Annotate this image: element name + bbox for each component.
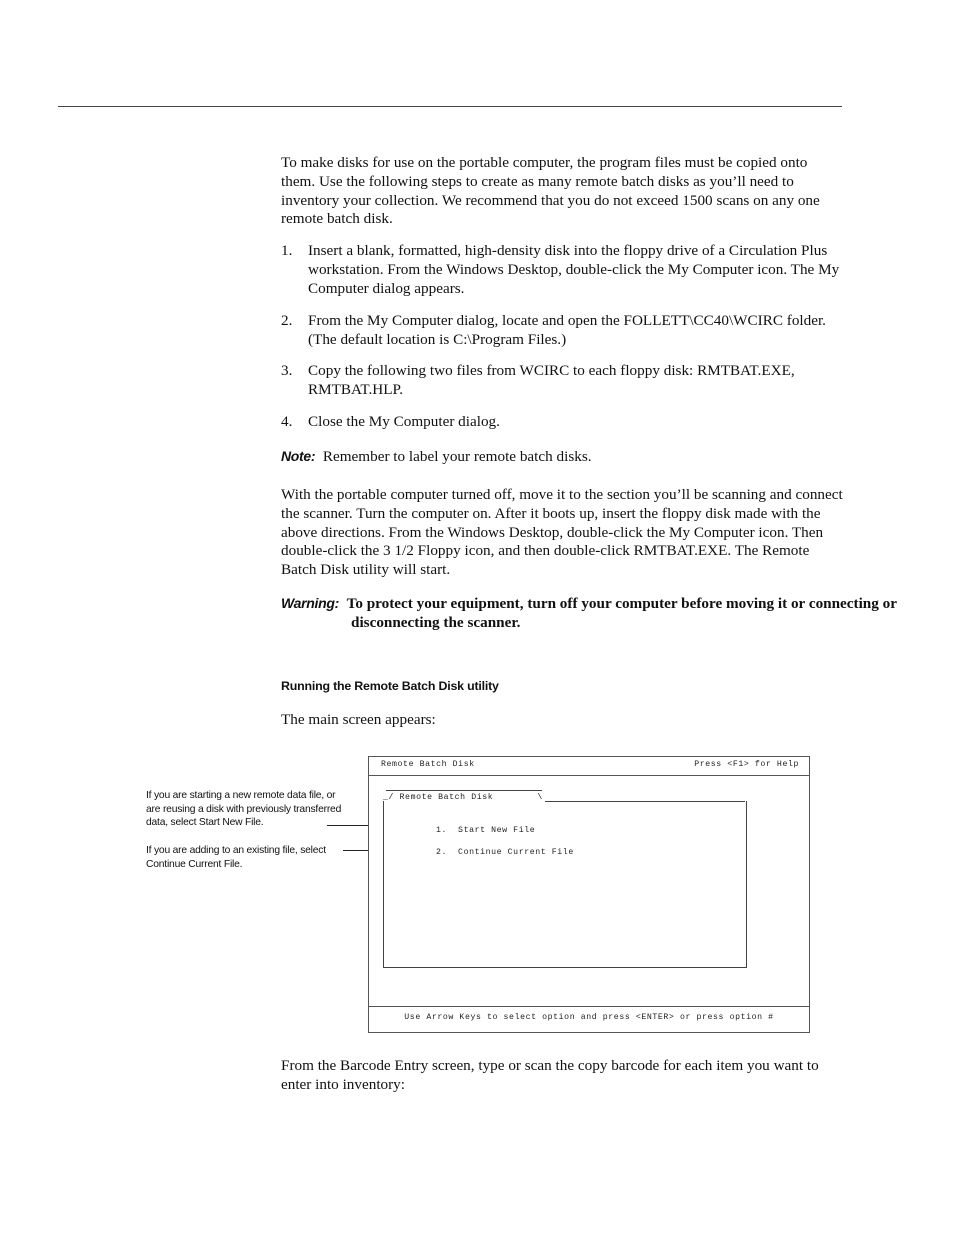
closing-paragraph: From the Barcode Entry screen, type or scan the copy barcode for each item you want to enter into inventory: (281, 1057, 819, 1093)
remote-batch-disk-screen (368, 756, 810, 1033)
main-screen-intro: The main screen appears: (281, 711, 436, 728)
step-number: 4. (281, 413, 293, 430)
note-text: Remember to label your remote batch disks. (322, 448, 592, 465)
step-number: 3. (281, 362, 293, 379)
step-1 (281, 242, 843, 298)
warning (281, 594, 906, 633)
intro-paragraph: To make disks for use on the portable computer, the program files must be copied onto them. Use the following steps to create as many remote batch disks as you’ll need to inventory your collection. We recommend that you do not exceed 1500 scans on any one remote batch disk. (281, 154, 820, 228)
step-number: 1. (281, 242, 293, 259)
warning-text: To protect your equipment, turn off your computer before moving it or connecting or disconnecting the scanner. (346, 595, 897, 631)
warning-label: Warning: (281, 595, 340, 611)
panel-title: _/ Remote Batch Disk \ (383, 793, 543, 802)
screen-help-hint: Press <F1> for Help (694, 760, 799, 769)
screen-title-divider (369, 775, 809, 776)
option-continue-current-file[interactable]: 2. Continue Current File (436, 848, 574, 857)
panel-tab-line (386, 790, 542, 791)
step-text: From the My Computer dialog, locate and open the FOLLETT\CC40\WCIRC folder. (The default location is C:\Program Files.) (308, 312, 826, 348)
step-3 (281, 362, 843, 400)
scanner-paragraph: With the portable computer turned off, move it to the section you’ll be scanning and connect the scanner. Turn the computer on. After it boots up, insert the floppy disk made with the above directions. From the Windows Desktop, double-click the My Computer icon. Then double-click the 3 1/2 Floppy icon, and then double-click RMTBAT.EXE. The Remote Batch Disk utility will start. (281, 486, 843, 579)
step-number: 2. (281, 312, 293, 329)
screen-status-bar: Use Arrow Keys to select option and press <ENTER> or press option # (404, 1013, 774, 1022)
section-heading: Running the Remote Batch Disk utility (281, 679, 499, 693)
step-4 (281, 413, 843, 432)
callout-start-new: If you are starting a new remote data file, or are reusing a disk with previously transferred data, select Start New File. (146, 790, 342, 828)
option-start-new-file[interactable]: 1. Start New File (436, 826, 536, 835)
note-label: Note: (281, 448, 316, 464)
callout-continue: If you are adding to an existing file, select Continue Current File. (146, 845, 326, 870)
step-text: Close the My Computer dialog. (308, 413, 500, 430)
screen-status-divider (369, 1006, 809, 1007)
step-text: Insert a blank, formatted, high-density disk into the floppy drive of a Circulation Plus workstation. From the Windows Desktop, double-click the My Computer icon. The My Computer dialog appears. (308, 242, 840, 297)
step-text: Copy the following two files from WCIRC to each floppy disk: RMTBAT.EXE, RMTBAT.HLP. (308, 362, 795, 398)
note (281, 447, 843, 467)
screen-title: Remote Batch Disk (381, 760, 475, 769)
header-rule (58, 106, 842, 107)
step-2 (281, 312, 843, 350)
